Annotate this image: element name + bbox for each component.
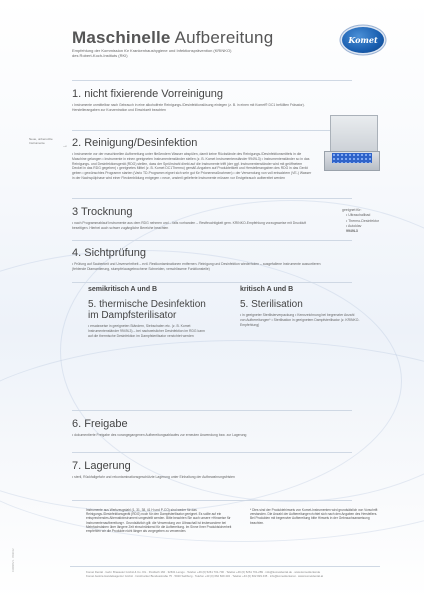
column-heading: 5. thermische Desinfektion [88, 299, 206, 310]
divider [72, 452, 352, 453]
suited-item: • Autoklav [346, 223, 362, 228]
critical-column [240, 286, 360, 327]
column-text: • ersatzweise in geeigneten Ständern, Siebschalen etc. (z. B. Komet Instrumentenständer 9949L3) – bei nachweislicher Desinfektion im RDG kann auf die thermische Desinfektion im Dampfsterilisator verzichtet werden [88, 324, 205, 338]
arrow-right-icon: → [62, 143, 68, 149]
divider [72, 198, 352, 199]
divider [72, 410, 352, 411]
semicritical-column [88, 286, 208, 338]
step-2 [72, 137, 312, 181]
title-bold: Maschinelle [72, 28, 171, 47]
subtitle-line: des Robert-Koch-Instituts (RKI) [72, 53, 128, 59]
column-label: kritisch A und B [240, 286, 294, 293]
page-title [72, 28, 273, 48]
footer [86, 570, 323, 578]
step-text: • Prüfung auf Sauberkeit und Unversehrtheit – evtl. Restkontaminationen entfernen. Reinigung und Desinfektion wiederholen – ausgefallene Instrumente aussortieren (fehlende Diamantierung, stumpfe/ausgebrochene Schneiden, verschlissene Funktionsteile) [72, 262, 321, 271]
divider [72, 500, 352, 501]
suited-item: • Thermo-Desinfektor [346, 218, 380, 223]
sidenote: Neue, unbenutzte Instrumente [29, 137, 53, 145]
footer-divider [70, 566, 380, 567]
step-7 [72, 460, 322, 480]
step-text: • steril, Rückfallgefahr und rekontaminationsgeschützte Lagerung unter Einhaltung der Aufbewahrungsfristen [72, 475, 235, 479]
step-1 [72, 88, 322, 113]
step-heading: 7. Lagerung [72, 460, 131, 472]
suited-label: geeignet für: [342, 208, 362, 212]
page-subtitle [72, 48, 342, 59]
step-heading: 2. Reinigung/Desinfektion [72, 137, 198, 149]
step-heading: 1. nicht fixierende Vorreinigung [72, 88, 224, 100]
column-text: • in geeigneter Sterilisierverpackung • Kennzeichnung bei begrenzter Anzahl von Aufbereitungen* • Sterilisation in geeignetem Dampfsterilisator (z. KRINKO-Empfehlung) [240, 313, 360, 327]
column-heading: 5. Sterilisation [240, 299, 303, 310]
divider [72, 282, 352, 283]
footnote-right: * Dies sind der Produktehinweis von Komet-Instrumenten wird grundsätzlich von Vorschrift verstanden. Die Anzahl der Aufbereitungen richtet sich nach den Angaben des Herstellers. Bei Produkten mit begrenzter Aufbereitung bitte Hinweis in der Gebrauchsanweisung beachten. [250, 508, 378, 525]
footnote-left: Instrumente aus Werkzeugstahl (1, 31, 38, 41 H und P-CO) sind weder für das Reinigungs-/Desinfektionsgerät (RDG) noch für den Dampfsterilisator geeignet. Es sollte auf ein entsprechendes Alternativinstrument umgestellt werden. Bitte beachten Sie auch unsere »Hinweise für Instrumentenaufbereitung«. Grundsätzlich gilt: die Verwendung von Ultraschall ist insbesondere bei Mehrfachstaben über längere Zeit einschränkend für die Aufbereitung. Im Sinne Ihrer Produktsicherheit empfehlen wir die Produkte nicht länger als vorgegeben zu verwenden. [86, 508, 232, 534]
product-code: 9949L3 [346, 229, 358, 234]
step-text: • dokumentierte Freigabe des vorangegangenen Aufbereitungsablaufes zur erneuten Anwendung bzw. zur Lagerung [72, 433, 247, 437]
step-text: • Instrumente unmittelbar nach Gebrauch in eine alkoholfreie Reinigungs-/Desinfektionslösung einlegen (z. B. in einen mit Komet® DC1 befüllten Fräsator). Herstellerangaben zur Konzentration und Einwirkzeit beachten [72, 103, 305, 112]
step-6 [72, 418, 322, 438]
suited-for-list [342, 208, 379, 234]
divider [72, 240, 352, 241]
column-label: semikritisch A und B [88, 286, 158, 293]
footer-line: Komet Dental · Gebr. Brasseler GmbH & Co. KG · Postfach 160 · 32631 Lemgo · Telefon +49 (0) 5261 701-700 · Telefax +49 (0) 5261 701-289 · info@kometdental.de · www.kometdental.de [86, 570, 321, 574]
suited-item: • Ultraschallbad [346, 213, 371, 218]
komet-logo [342, 27, 384, 53]
divider [72, 80, 352, 81]
step-heading: 4. Sichtprüfung [72, 247, 146, 259]
step-4 [72, 247, 322, 272]
divider [72, 130, 352, 131]
step-text: • nach Programmablauf Instrumente aus dem RDG nehmen und – falls vorhanden – Restfeuchtigkeit gem. KRINKO-Empfehlung vorzugsweise mit Druckluft beseitigen. Hierbei auch schwer zugängliche Bereiche beachten [72, 221, 307, 230]
logo-text: Komet [348, 35, 378, 45]
column-heading: im Dampfsterilisator [88, 310, 177, 321]
step-3 [72, 206, 322, 231]
title-rest: Aufbereitung [170, 28, 274, 47]
footer-line: Komet Austria Handelsagentur GmbH · Innsbrucker Bundesstraße 75 · 5020 Salzburg · Telefon +43 (0) 662 829 434 · Telefax +43 (0) 662 829 435 · info@kometdental.at · www.kometdental.at [86, 574, 324, 578]
side-code: 410826V1 · 05/2012 [12, 548, 15, 572]
step-heading: 6. Freigabe [72, 418, 128, 430]
subtitle-line: Empfehlung der Kommission für Krankenhaushygiene und Infektionsprävention (KRINKO) [72, 48, 232, 53]
step-heading: 3 Trocknung [72, 206, 133, 218]
step-text: • Instrumente vor der maschinellen Aufbereitung unter fließendem Wasser abspülen, damit keine Rückstände des Reinigungs-/Desinfektionsmittels in die Maschine gelangen • Instrumente in einen geeigneten Instrumentenständer stellen (z. B. Komet Instrumentenständer 9949L3) • Instrumentenständer so in das Reinigungs- und Desinfektionsgerät (RDG) stellen, dass der Sprühstrahl direkt auf die Instrumente trifft (der ggf. Instrumentenständer wird mit geöffnetem Deckel in das RDG gegeben) • geeignetes Mittel (z. B. Komet DC1Thermo) gemäß Angaben auf Produktetikett und Herstellerangaben des RDG in das Gerät geben • gewünschtes Programm starten (Vario TD-Programm eignet sich sehr gut für Prionenmaßnahmen) • der Verwendung von voll entsalztem (VE-) Wasser in der Nachspülphase wird einer Fleckenbildung entgegen • neue, unsteril gelieferte Instrumente müssen vor Erstgebrauch aufbereitet werden [72, 152, 312, 180]
instrument-stand-image [324, 115, 378, 171]
